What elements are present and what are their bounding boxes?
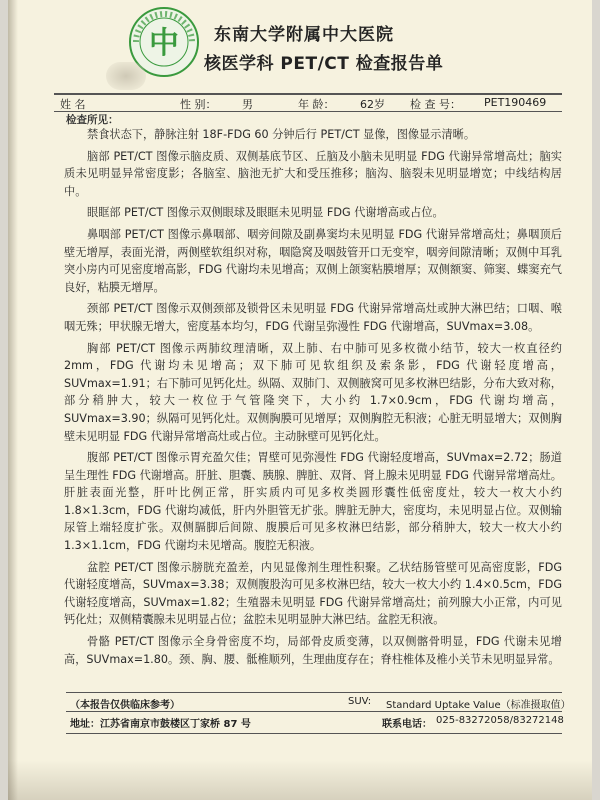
phone-value: 025-83272058/83272148 <box>436 715 564 726</box>
findings-title: 检查所见： <box>66 114 119 126</box>
phone-label: 联系电话： <box>382 719 432 730</box>
findings-paragraph-orbit: 眼眶部 PET/CT 图像示双侧眼球及眼眶未见明显 FDG 代谢增高或占位。 <box>87 206 444 220</box>
report-footer <box>66 692 571 734</box>
redacted-name-blur <box>106 62 146 90</box>
disclaimer: （本报告仅供临床参考） <box>70 700 180 711</box>
findings-paragraph-bone: 骨骼 PET/CT 图像示全身骨密度不均，局部骨皮质变薄，以双侧髂骨明显，FDG 代谢未见增高，SUVmax=1.80。颈、胸、腰、骶椎顺列，生理曲度存在；脊柱椎体及椎小关节未见明显异常。 <box>64 635 562 666</box>
exam-no-label: 检 查 号： <box>410 98 461 111</box>
hospital-name: 东南大学附属中大医院 <box>214 25 394 45</box>
age-value: 62岁 <box>360 98 385 111</box>
page-shadow <box>8 0 18 800</box>
findings-paragraph-chest: 胸部 PET/CT 图像示两肺纹理清晰，双上肺、右中肺可见多枚微小结节，较大一枚直径约 2mm，FDG 代谢均未见增高；双下肺可见软组织及索条影，FDG 代谢轻度增高，SUVmax=1.91；右下肺可见钙化灶。纵隔、双肺门、双侧腋窝可见多枚淋巴结影，分布大致对称，部分稍肿大，较大一枚位于气管隆突下，大小约 1.7×0.9cm，FDG 代谢均增高，SUVmax=3.90；纵隔可见钙化灶。双侧胸膜可见增厚；双侧胸腔无积液；心脏无明显增大；双侧胸壁未见明显 FDG 代谢异常增高灶或占位。主动脉壁可见钙化灶。 <box>64 341 562 443</box>
name-label: 姓 名 <box>60 98 86 111</box>
address-value: 江苏省南京市鼓楼区丁家桥 87 号 <box>100 719 251 730</box>
address-label: 地址： <box>70 719 100 730</box>
findings-paragraph-brain: 脑部 PET/CT 图像示脑皮质、双侧基底节区、丘脑及小脑未见明显 FDG 代谢异常增高灶；脑实质未见明显异常密度影；各脑室、脑池无扩大和受压推移；脑沟、脑裂未见明显增宽；中线结构居中。 <box>64 149 562 198</box>
findings-paragraph-general: 禁食状态下，静脉注射 18F-FDG 60 分钟后行 PET/CT 显像，图像显示清晰。 <box>87 128 476 141</box>
sex-value: 男 <box>242 98 253 111</box>
footer-divider <box>66 711 562 712</box>
exam-no-value: PET190469 <box>484 96 547 109</box>
suv-label: SUV: <box>348 696 372 707</box>
findings-paragraph-pelvis: 盆腔 PET/CT 图像示膀胱充盈差，内见显像剂生理性积聚。乙状结肠管壁可见高密度影，FDG 代谢轻度增高，SUVmax=3.38；双侧腹股沟可见多枚淋巴结，较大一枚大小约 1.4×0.5cm，FDG 代谢轻度增高，SUVmax=1.82；生殖器未见明显 FDG 代谢异常增高灶；前列腺大小正常，内可见钙化灶；双侧精囊腺未见明显占位；盆腔未见明显肿大淋巴结。盆腔无积液。 <box>64 560 562 627</box>
svg-text:中: 中 <box>149 26 179 61</box>
findings-paragraph-abdomen: 腹部 PET/CT 图像示胃充盈欠佳；胃壁可见弥漫性 FDG 代谢轻度增高，SUVmax=2.72；肠道呈生理性 FDG 代谢增高。肝脏、胆囊、胰腺、脾脏、双肾、肾上腺未见明显 FDG 代谢异常增高灶。肝脏表面光整，肝叶比例正常，肝实质内可见多枚类圆形囊性低密度灶，较大一枚大小约 1.8×1.3cm，FDG 代谢均减低，肝内外胆管无扩张。脾脏无肿大，密度均，未见明显占位。双侧输尿管上端轻度扩张。双侧膈脚后间隙、腹膜后可见多枚淋巴结影，部分稍肿大，较大一枚大小约 1.3×1.1cm，FDG 代谢均未见增高。腹腔无积液。 <box>64 451 562 553</box>
sex-label: 性 别： <box>180 98 217 111</box>
age-label: 年 龄： <box>298 98 335 111</box>
patient-info-row <box>54 93 562 112</box>
findings-paragraph-nasopharynx: 鼻咽部 PET/CT 图像示鼻咽部、咽旁间隙及副鼻窦均未见明显 FDG 代谢异常增高灶；鼻咽顶后壁无增厚，表面光滑，两侧壁软组织对称，咽隐窝及咽鼓管开口无变窄，咽旁间隙清晰；双侧中耳乳突小房内可见密度增高影，FDG 代谢均未见增高；双侧上颌窦粘膜增厚；双侧额窦、筛窦、蝶窦充气良好，粘膜无增厚。 <box>64 227 562 294</box>
report-title: 核医学科 PET/CT 检查报告单 <box>204 54 444 74</box>
findings-paragraph-neck: 颈部 PET/CT 图像示双侧颈部及锁骨区未见明显 FDG 代谢异常增高灶或肿大淋巴结；口咽、喉咽无殊；甲状腺无增大，密度基本均匀，FDG 代谢呈弥漫性 FDG 代谢增高，SUVmax=3.08。 <box>64 302 562 333</box>
findings-body <box>64 126 562 672</box>
report-sheet <box>8 0 592 800</box>
suv-definition: Standard Uptake Value（标准摄取值） <box>386 700 571 711</box>
